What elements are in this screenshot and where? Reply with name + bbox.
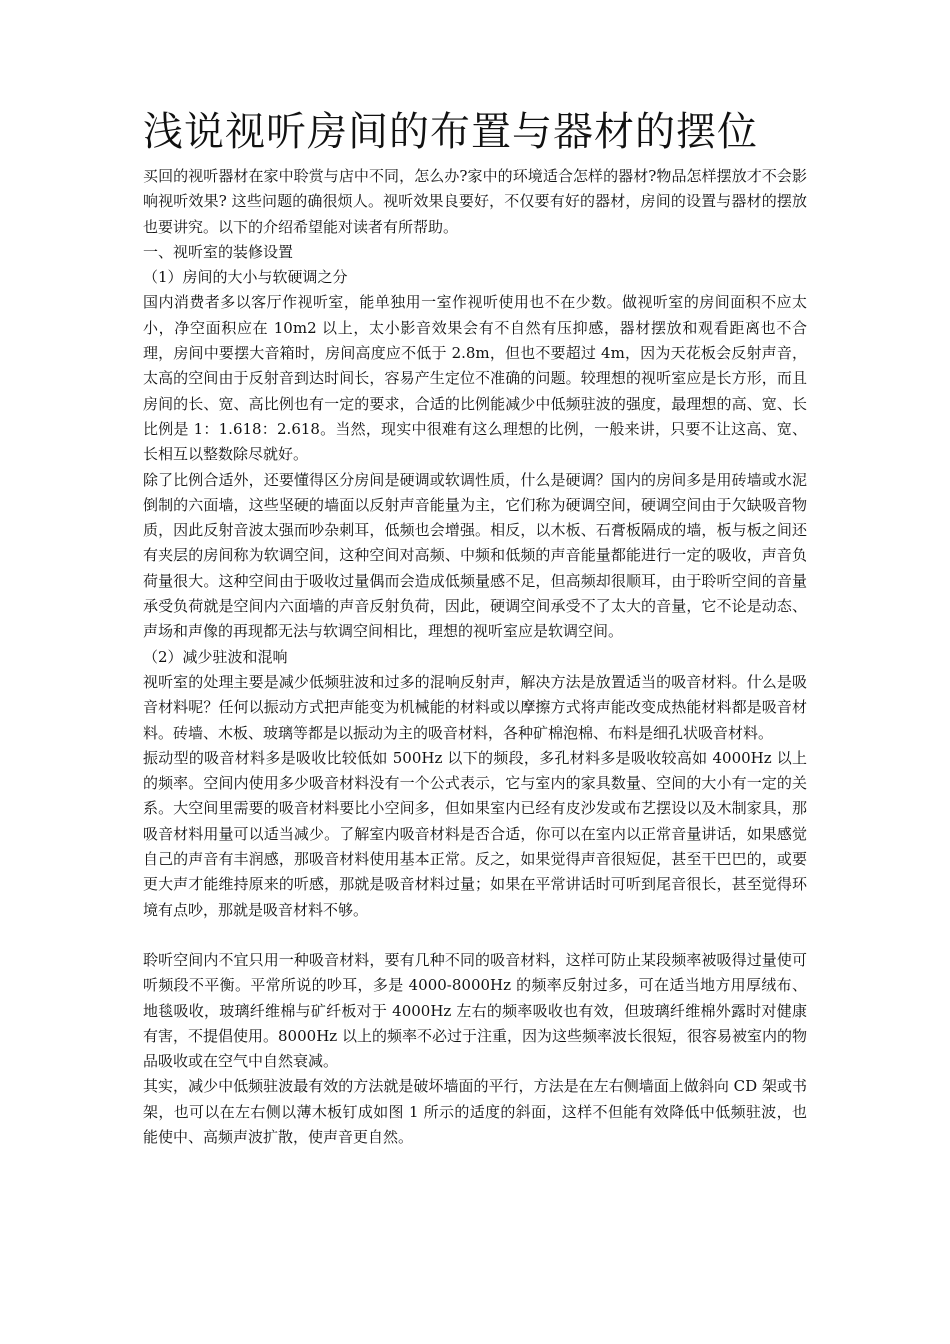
body-paragraph: 振动型的吸音材料多是吸收比较低如 500Hz 以下的频段，多孔材料多是吸收较高如 4000Hz 以上的频率。空间内使用多少吸音材料没有一个公式表示，它与室内的家具数量、空间的大小有一定的关系。大空间里需要的吸音材料要比小空间多，但如果室内已经有皮沙发或布艺摆设以及木制家具，那吸音材料用量可以适当减少。了解室内吸音材料是否合适，你可以在室内以正常音量讲话，如果感觉自己的声音有丰润感，那吸音材料使用基本正常。反之，如果觉得声音很短促，甚至干巴巴的，或要更大声才能维持原来的听感，那就是吸音材料过量；如果在平常讲话时可听到尾音很长，甚至觉得环境有点吵，那就是吸音材料不够。 (143, 748, 807, 919)
section-heading: 一、视听室的装修设置 (143, 242, 294, 261)
subsection-heading: （2）减少驻波和混响 (143, 647, 288, 666)
body-paragraph: 视听室的处理主要是减少低频驻波和过多的混响反射声，解决方法是放置适当的吸音材料。什么是吸音材料呢？任何以振动方式把声能变为机械能的材料或以摩擦方式将声能改变成热能材料都是吸音材料。砖墙、木板、玻璃等都是以振动为主的吸音材料，各种矿棉泡棉、布料是细孔状吸音材料。 (143, 672, 807, 742)
document-body (143, 164, 807, 1150)
intro-paragraph: 买回的视听器材在家中聆赏与店中不同，怎么办?家中的环境适合怎样的器材?物品怎样摆放才不会影响视听效果? 这些问题的确很烦人。视听效果良要好，不仅要有好的器材，房间的设置与器材的摆放也要讲究。以下的介绍希望能对读者有所帮助。 (143, 167, 807, 236)
body-paragraph: 聆听空间内不宜只用一种吸音材料，要有几种不同的吸音材料，这样可防止某段频率被吸得过量使可听频段不平衡。平常所说的吵耳，多是 4000-8000Hz 的频率反射过多，可在适当地方用厚绒布、地毯吸收，玻璃纤维棉与矿纤板对于 4000Hz 左右的频率吸收也有效，但玻璃纤维棉外露时对健康有害，不提倡使用。8000Hz 以上的频率不必过于注重，因为这些频率波长很短，很容易被室内的物品吸收或在空气中自然衰减。 (143, 950, 807, 1071)
body-paragraph: 其实，减少中低频驻波最有效的方法就是破坏墙面的平行，方法是在左右侧墙面上做斜向 CD 架或书架，也可以在左右侧以薄木板钉成如图 1 所示的适度的斜面，这样不但能有效降低中低频驻波，也能使中、高频声波扩散，使声音更自然。 (143, 1077, 807, 1146)
body-paragraph: 国内消费者多以客厅作视听室，能单独用一室作视听使用也不在少数。做视听室的房间面积不应太小，净空面积应在 10m2 以上，太小影音效果会有不自然有压抑感，器材摆放和观看距离也不合理，房间中要摆大音箱时，房间高度应不低于 2.8m，但也不要超过 4m，因为天花板会反射声音，太高的空间由于反射音到达时间长，容易产生定位不准确的问题。较理想的视听室应是长方形，而且房间的长、宽、高比例也有一定的要求，合适的比例能减少中低频驻波的强度，最理想的高、宽、长比例是 1：1.618：2.618。当然，现实中很难有这么理想的比例，一般来讲，只要不让这高、宽、长相互以整数除尽就好。 (143, 293, 807, 464)
body-paragraph: 除了比例合适外，还要懂得区分房间是硬调或软调性质，什么是硬调？国内的房间多是用砖墙或水泥倒制的六面墙，这些坚硬的墙面以反射声音能量为主，它们称为硬调空间，硬调空间由于欠缺吸音物质，因此反射音波太强而吵杂刺耳，低频也会增强。相反，以木板、石膏板隔成的墙，板与板之间还有夹层的房间称为软调空间，这种空间对高频、中频和低频的声音能量都能进行一定的吸收，声音负荷量很大。这种空间由于吸收过量偶而会造成低频量感不足，但高频却很顺耳，由于聆听空间的音量承受负荷就是空间内六面墙的声音反射负荷，因此，硬调空间承受不了太大的音量，它不论是动态、声场和声像的再现都无法与软调空间相比，理想的视听室应是软调空间。 (143, 470, 807, 641)
subsection-heading: （1）房间的大小与软硬调之分 (143, 268, 348, 287)
paragraph-spacer (143, 923, 807, 948)
document-title: 浅说视听房间的布置与器材的摆位 (143, 109, 758, 155)
